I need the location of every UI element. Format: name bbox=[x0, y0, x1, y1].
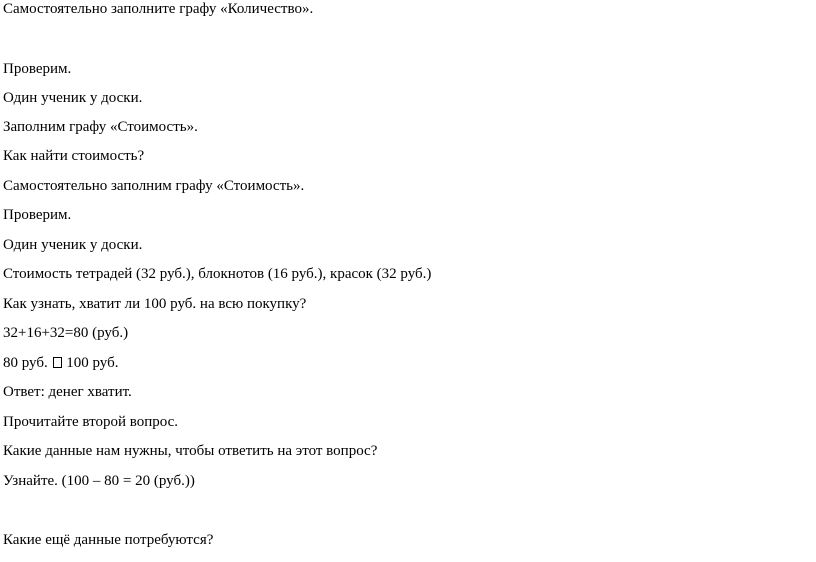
text-line: Какие данные нам нужны, чтобы ответить на этот вопрос? bbox=[3, 443, 378, 459]
text-line: Один ученик у доски. bbox=[3, 90, 143, 106]
text-line: Какие ещё данные потребуются? bbox=[3, 532, 214, 548]
text-line: Стоимость тетрадей (32 руб.), блокнотов (16 руб.), красок (32 руб.) bbox=[3, 266, 432, 282]
text-line: Как узнать, хватит ли 100 руб. на всю покупку? bbox=[3, 296, 307, 312]
text-line: Узнайте. (100 – 80 = 20 (руб.)) bbox=[3, 473, 195, 489]
text-line: Самостоятельно заполним графу «Стоимость». bbox=[3, 178, 305, 194]
text-line: Один ученик у доски. bbox=[3, 237, 143, 253]
comparison-left: 80 руб. bbox=[3, 355, 48, 371]
comparison-line bbox=[3, 354, 119, 372]
missing-glyph-icon bbox=[53, 357, 62, 368]
text-line: Проверим. bbox=[3, 207, 72, 223]
text-line: Ответ: денег хватит. bbox=[3, 384, 132, 400]
text-line: Самостоятельно заполните графу «Количество». bbox=[3, 1, 314, 17]
text-line: Заполним графу «Стоимость». bbox=[3, 119, 198, 135]
text-line: 32+16+32=80 (руб.) bbox=[3, 325, 129, 341]
text-line: Прочитайте второй вопрос. bbox=[3, 414, 179, 430]
comparison-right: 100 руб. bbox=[66, 355, 119, 371]
text-line: Как найти стоимость? bbox=[3, 148, 145, 164]
text-line: Проверим. bbox=[3, 61, 72, 77]
